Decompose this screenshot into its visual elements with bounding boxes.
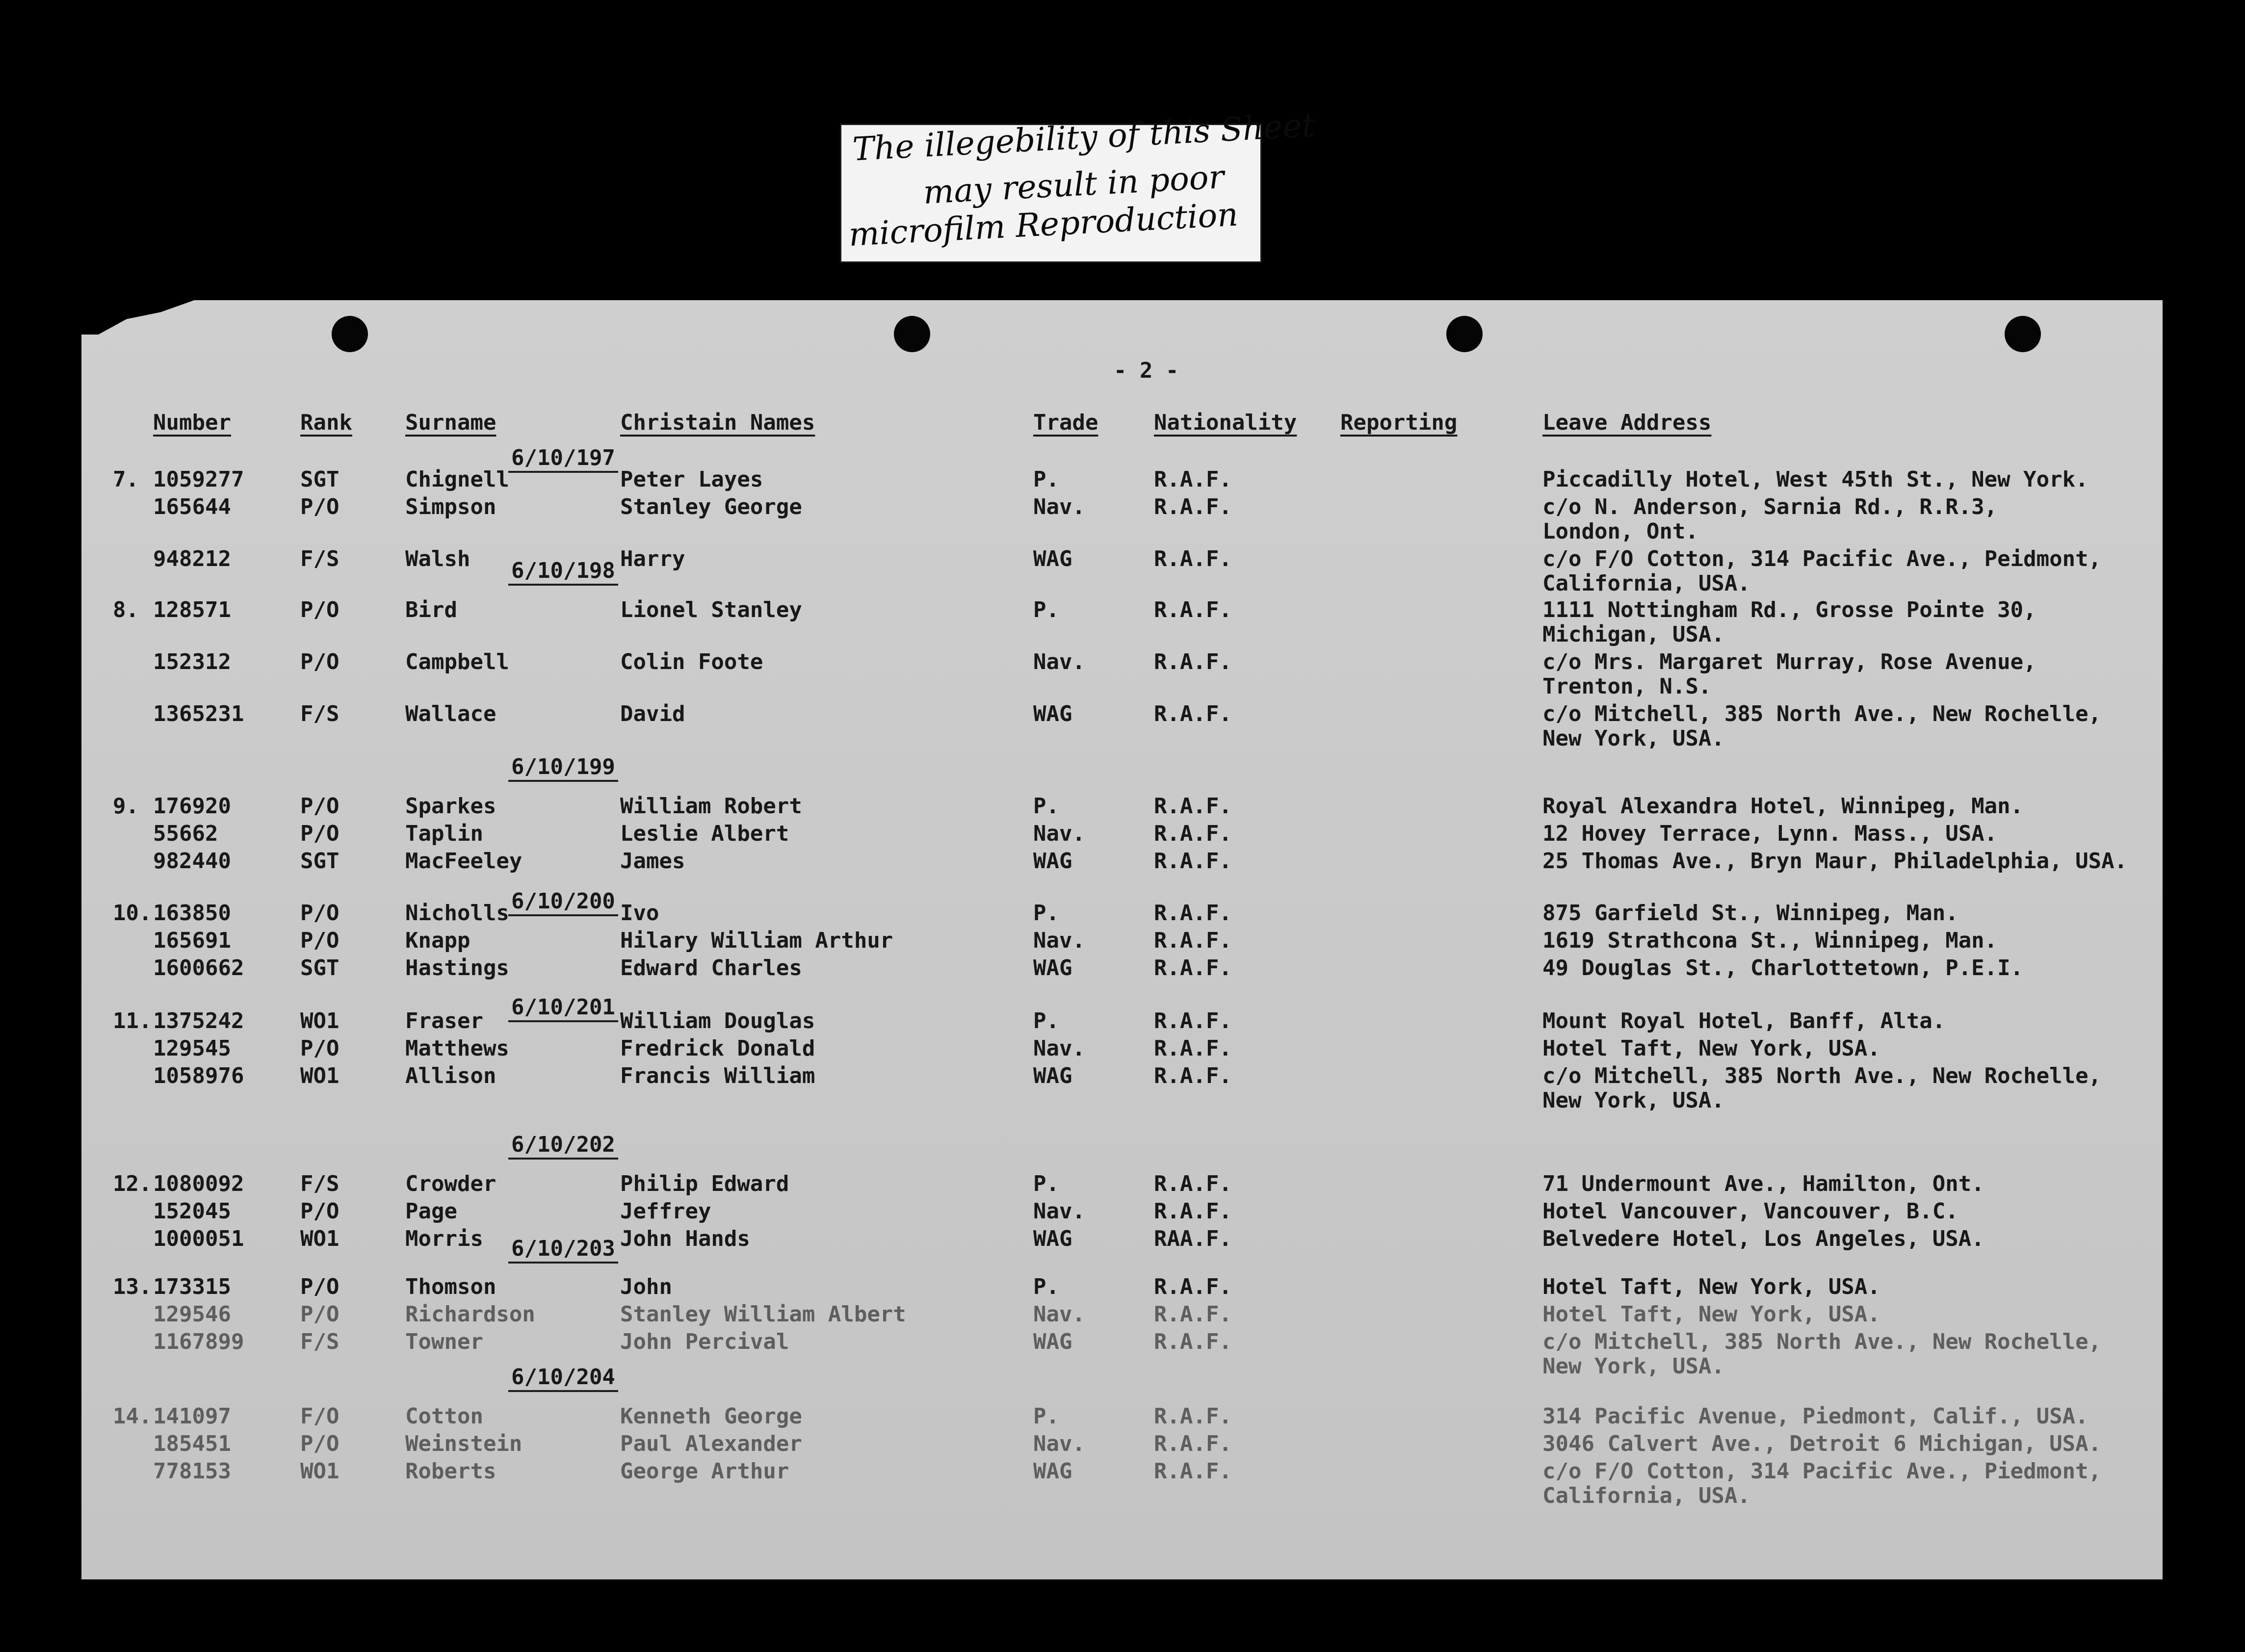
cell-trade: Nav. [1033, 821, 1085, 846]
cell-christian-names: Fredrick Donald [620, 1036, 815, 1061]
cell-rank: P/O [300, 821, 339, 846]
group-date: 6/10/197 [508, 447, 618, 473]
cell-leave-address: 1111 Nottingham Rd., Grosse Pointe 30, [1542, 597, 2036, 622]
cell-nationality: R.A.F. [1154, 701, 1232, 726]
group-date: 6/10/204 [508, 1367, 618, 1392]
punch-hole [894, 316, 930, 352]
cell-leave-address: Hotel Vancouver, Vancouver, B.C. [1542, 1199, 1958, 1224]
cell-surname: Thomson [405, 1274, 496, 1299]
cell-number: 173315 [153, 1274, 231, 1299]
cell-surname: Hastings [405, 955, 509, 981]
group-date: 6/10/200 [508, 891, 618, 916]
cell-number: 1080092 [153, 1171, 244, 1196]
cell-rank: WO1 [300, 1226, 339, 1251]
cell-leave-address: New York, USA. [1542, 726, 1724, 751]
cell-christian-names: Harry [620, 546, 685, 571]
cell-rank: P/O [300, 649, 339, 674]
cell-christian-names: George Arthur [620, 1459, 789, 1484]
cell-surname: Crowder [405, 1171, 496, 1196]
group-index: 9. [113, 794, 139, 819]
cell-trade: Nav. [1033, 1036, 1085, 1061]
cell-surname: Fraser [405, 1008, 483, 1033]
cell-trade: Nav. [1033, 494, 1085, 519]
cell-christian-names: Lionel Stanley [620, 597, 802, 622]
cell-leave-address: London, Ont. [1542, 519, 1698, 544]
group-index: 11. [113, 1008, 152, 1033]
cell-christian-names: Leslie Albert [620, 821, 789, 846]
cell-surname: Allison [405, 1063, 496, 1088]
cell-nationality: R.A.F. [1154, 901, 1232, 926]
cell-leave-address: California, USA. [1542, 571, 1750, 596]
cell-nationality: R.A.F. [1154, 1459, 1232, 1484]
cell-trade: WAG [1033, 1226, 1072, 1251]
cell-nationality: R.A.F. [1154, 1302, 1232, 1327]
cell-leave-address: Trenton, N.S. [1542, 674, 1712, 699]
cell-surname: Weinstein [405, 1431, 522, 1456]
cell-trade: WAG [1033, 1459, 1072, 1484]
cell-nationality: R.A.F. [1154, 955, 1232, 981]
cell-nationality: R.A.F. [1154, 649, 1232, 674]
cell-christian-names: Ivo [620, 901, 659, 926]
cell-nationality: RAA.F. [1154, 1226, 1232, 1251]
cell-rank: WO1 [300, 1008, 339, 1033]
group-index: 8. [113, 597, 139, 622]
cell-number: 185451 [153, 1431, 231, 1456]
cell-number: 165644 [153, 494, 231, 519]
cell-surname: MacFeeley [405, 849, 522, 874]
cell-number: 129546 [153, 1302, 231, 1327]
cell-nationality: R.A.F. [1154, 1404, 1232, 1429]
cell-leave-address: 1619 Strathcona St., Winnipeg, Man. [1542, 928, 1998, 953]
cell-number: 1058976 [153, 1063, 244, 1088]
cell-trade: Nav. [1033, 1431, 1085, 1456]
column-header-number: Number [153, 410, 231, 435]
cell-rank: F/O [300, 1404, 339, 1429]
cell-rank: F/S [300, 701, 339, 726]
cell-nationality: R.A.F. [1154, 1036, 1232, 1061]
cell-rank: F/S [300, 1329, 339, 1354]
cell-rank: P/O [300, 1036, 339, 1061]
cell-trade: WAG [1033, 849, 1072, 874]
column-header-surname: Surname [405, 410, 496, 435]
cell-nationality: R.A.F. [1154, 1063, 1232, 1088]
cell-surname: Taplin [405, 821, 483, 846]
note-line: may result in poor [922, 157, 1225, 211]
cell-surname: Nicholls [405, 901, 509, 926]
cell-christian-names: Philip Edward [620, 1171, 789, 1196]
cell-number: 1167899 [153, 1329, 244, 1354]
cell-nationality: R.A.F. [1154, 1199, 1232, 1224]
punch-hole [332, 316, 368, 352]
cell-rank: P/O [300, 597, 339, 622]
cell-trade: Nav. [1033, 649, 1085, 674]
cell-trade: P. [1033, 794, 1059, 819]
cell-leave-address: Mount Royal Hotel, Banff, Alta. [1542, 1008, 1946, 1033]
cell-surname: Bird [405, 597, 457, 622]
cell-leave-address: New York, USA. [1542, 1354, 1724, 1379]
cell-rank: WO1 [300, 1063, 339, 1088]
cell-surname: Roberts [405, 1459, 496, 1484]
cell-nationality: R.A.F. [1154, 1171, 1232, 1196]
cell-trade: P. [1033, 1274, 1059, 1299]
crew-list-sheet [81, 300, 2163, 1579]
column-header-nationality: Nationality [1154, 410, 1297, 435]
cell-rank: F/S [300, 546, 339, 571]
cell-nationality: R.A.F. [1154, 1274, 1232, 1299]
cell-nationality: R.A.F. [1154, 849, 1232, 874]
cell-leave-address: 12 Hovey Terrace, Lynn. Mass., USA. [1542, 821, 1998, 846]
note-line: microfilm Reproduction [847, 195, 1239, 254]
cell-leave-address: Royal Alexandra Hotel, Winnipeg, Man. [1542, 794, 2024, 819]
cell-trade: WAG [1033, 701, 1072, 726]
cell-trade: Nav. [1033, 1302, 1085, 1327]
torn-corner [81, 300, 194, 335]
cell-trade: P. [1033, 467, 1059, 492]
handwritten-note-card [840, 106, 1316, 263]
cell-christian-names: Colin Foote [620, 649, 763, 674]
cell-nationality: R.A.F. [1154, 794, 1232, 819]
group-index: 7. [113, 467, 139, 492]
cell-number: 1600662 [153, 955, 244, 981]
cell-leave-address: c/o F/O Cotton, 314 Pacific Ave., Piedmont, [1542, 1459, 2102, 1484]
cell-christian-names: John Percival [620, 1329, 789, 1354]
cell-leave-address: c/o N. Anderson, Sarnia Rd., R.R.3, [1542, 494, 1998, 519]
column-header-reporting: Reporting [1340, 410, 1458, 435]
cell-trade: P. [1033, 901, 1059, 926]
cell-nationality: R.A.F. [1154, 597, 1232, 622]
cell-rank: P/O [300, 901, 339, 926]
column-header-rank: Rank [300, 410, 352, 435]
cell-number: 1365231 [153, 701, 244, 726]
cell-nationality: R.A.F. [1154, 494, 1232, 519]
cell-number: 152045 [153, 1199, 231, 1224]
cell-trade: WAG [1033, 546, 1072, 571]
group-date: 6/10/199 [508, 756, 618, 782]
cell-leave-address: New York, USA. [1542, 1088, 1724, 1113]
cell-christian-names: David [620, 701, 685, 726]
cell-nationality: R.A.F. [1154, 1431, 1232, 1456]
cell-christian-names: Hilary William Arthur [620, 928, 893, 953]
cell-rank: P/O [300, 494, 339, 519]
cell-number: 163850 [153, 901, 231, 926]
cell-surname: Campbell [405, 649, 509, 674]
cell-christian-names: Paul Alexander [620, 1431, 802, 1456]
cell-christian-names: Francis William [620, 1063, 815, 1088]
cell-surname: Matthews [405, 1036, 509, 1061]
cell-christian-names: James [620, 849, 685, 874]
cell-surname: Simpson [405, 494, 496, 519]
cell-nationality: R.A.F. [1154, 928, 1232, 953]
column-header-trade: Trade [1033, 410, 1098, 435]
cell-rank: SGT [300, 955, 339, 981]
note-line: The illegebility of this Sheet [851, 106, 1316, 168]
cell-leave-address: 314 Pacific Avenue, Piedmont, Calif., USA. [1542, 1404, 2088, 1429]
cell-rank: P/O [300, 1274, 339, 1299]
cell-leave-address: c/o Mrs. Margaret Murray, Rose Avenue, [1542, 649, 2036, 674]
cell-nationality: R.A.F. [1154, 821, 1232, 846]
cell-leave-address: 3046 Calvert Ave., Detroit 6 Michigan, USA. [1542, 1431, 2102, 1456]
cell-leave-address: c/o Mitchell, 385 North Ave., New Rochelle, [1542, 1063, 2102, 1088]
cell-rank: SGT [300, 467, 339, 492]
cell-leave-address: Belvedere Hotel, Los Angeles, USA. [1542, 1226, 1984, 1251]
cell-christian-names: William Robert [620, 794, 802, 819]
cell-surname: Towner [405, 1329, 483, 1354]
group-index: 10. [113, 901, 152, 926]
cell-rank: F/S [300, 1171, 339, 1196]
cell-surname: Chignell [405, 467, 509, 492]
cell-surname: Morris [405, 1226, 483, 1251]
cell-trade: P. [1033, 1404, 1059, 1429]
cell-leave-address: c/o Mitchell, 385 North Ave., New Rochelle, [1542, 701, 2102, 726]
cell-surname: Cotton [405, 1404, 483, 1429]
group-index: 14. [113, 1404, 152, 1429]
cell-trade: WAG [1033, 1329, 1072, 1354]
cell-surname: Page [405, 1199, 457, 1224]
cell-surname: Sparkes [405, 794, 496, 819]
cell-trade: Nav. [1033, 928, 1085, 953]
cell-leave-address: 25 Thomas Ave., Bryn Maur, Philadelphia, USA. [1542, 849, 2128, 874]
cell-christian-names: John [620, 1274, 672, 1299]
cell-christian-names: John Hands [620, 1226, 750, 1251]
cell-surname: Walsh [405, 546, 470, 571]
page-number: - 2 - [1114, 358, 1179, 383]
cell-christian-names: Kenneth George [620, 1404, 802, 1429]
cell-number: 152312 [153, 649, 231, 674]
cell-christian-names: Jeffrey [620, 1199, 711, 1224]
cell-leave-address: California, USA. [1542, 1483, 1750, 1508]
group-index: 13. [113, 1274, 152, 1299]
cell-trade: P. [1033, 1171, 1059, 1196]
cell-number: 778153 [153, 1459, 231, 1484]
cell-nationality: R.A.F. [1154, 467, 1232, 492]
cell-number: 982440 [153, 849, 231, 874]
cell-number: 165691 [153, 928, 231, 953]
cell-leave-address: Hotel Taft, New York, USA. [1542, 1302, 1880, 1327]
cell-nationality: R.A.F. [1154, 546, 1232, 571]
cell-rank: P/O [300, 928, 339, 953]
cell-leave-address: Hotel Taft, New York, USA. [1542, 1036, 1880, 1061]
cell-rank: P/O [300, 1199, 339, 1224]
group-date: 6/10/202 [508, 1134, 618, 1160]
cell-trade: P. [1033, 597, 1059, 622]
cell-leave-address: 875 Garfield St., Winnipeg, Man. [1542, 901, 1958, 926]
cell-number: 1000051 [153, 1226, 244, 1251]
cell-christian-names: Edward Charles [620, 955, 802, 981]
cell-trade: Nav. [1033, 1199, 1085, 1224]
cell-christian-names: Peter Layes [620, 467, 763, 492]
cell-rank: WO1 [300, 1459, 339, 1484]
cell-number: 141097 [153, 1404, 231, 1429]
cell-leave-address: c/o Mitchell, 385 North Ave., New Rochelle, [1542, 1329, 2102, 1354]
cell-leave-address: 71 Undermount Ave., Hamilton, Ont. [1542, 1171, 1984, 1196]
cell-christian-names: William Douglas [620, 1008, 815, 1033]
cell-christian-names: Stanley George [620, 494, 802, 519]
group-date: 6/10/198 [508, 560, 618, 586]
cell-rank: P/O [300, 1431, 339, 1456]
column-header-christian-names: Christain Names [620, 410, 815, 435]
cell-leave-address: c/o F/O Cotton, 314 Pacific Ave., Peidmont, [1542, 546, 2102, 571]
cell-rank: SGT [300, 849, 339, 874]
group-date: 6/10/201 [508, 997, 618, 1022]
cell-leave-address: 49 Douglas St., Charlottetown, P.E.I. [1542, 955, 2024, 981]
punch-hole [2005, 316, 2041, 352]
cell-nationality: R.A.F. [1154, 1329, 1232, 1354]
group-date: 6/10/203 [508, 1238, 618, 1264]
cell-leave-address: Michigan, USA. [1542, 622, 1724, 647]
cell-leave-address: Piccadilly Hotel, West 45th St., New York. [1542, 467, 2088, 492]
group-index: 12. [113, 1171, 152, 1196]
cell-number: 1375242 [153, 1008, 244, 1033]
cell-number: 55662 [153, 821, 218, 846]
cell-trade: WAG [1033, 955, 1072, 981]
cell-number: 176920 [153, 794, 231, 819]
cell-trade: WAG [1033, 1063, 1072, 1088]
cell-surname: Knapp [405, 928, 470, 953]
column-header-leave-address: Leave Address [1542, 410, 1712, 435]
punch-hole [1446, 316, 1483, 352]
cell-rank: P/O [300, 1302, 339, 1327]
cell-surname: Richardson [405, 1302, 535, 1327]
cell-surname: Wallace [405, 701, 496, 726]
cell-leave-address: Hotel Taft, New York, USA. [1542, 1274, 1880, 1299]
cell-nationality: R.A.F. [1154, 1008, 1232, 1033]
cell-christian-names: Stanley William Albert [620, 1302, 906, 1327]
cell-number: 948212 [153, 546, 231, 571]
cell-number: 128571 [153, 597, 231, 622]
cell-number: 1059277 [153, 467, 244, 492]
cell-rank: P/O [300, 794, 339, 819]
cell-number: 129545 [153, 1036, 231, 1061]
cell-trade: P. [1033, 1008, 1059, 1033]
